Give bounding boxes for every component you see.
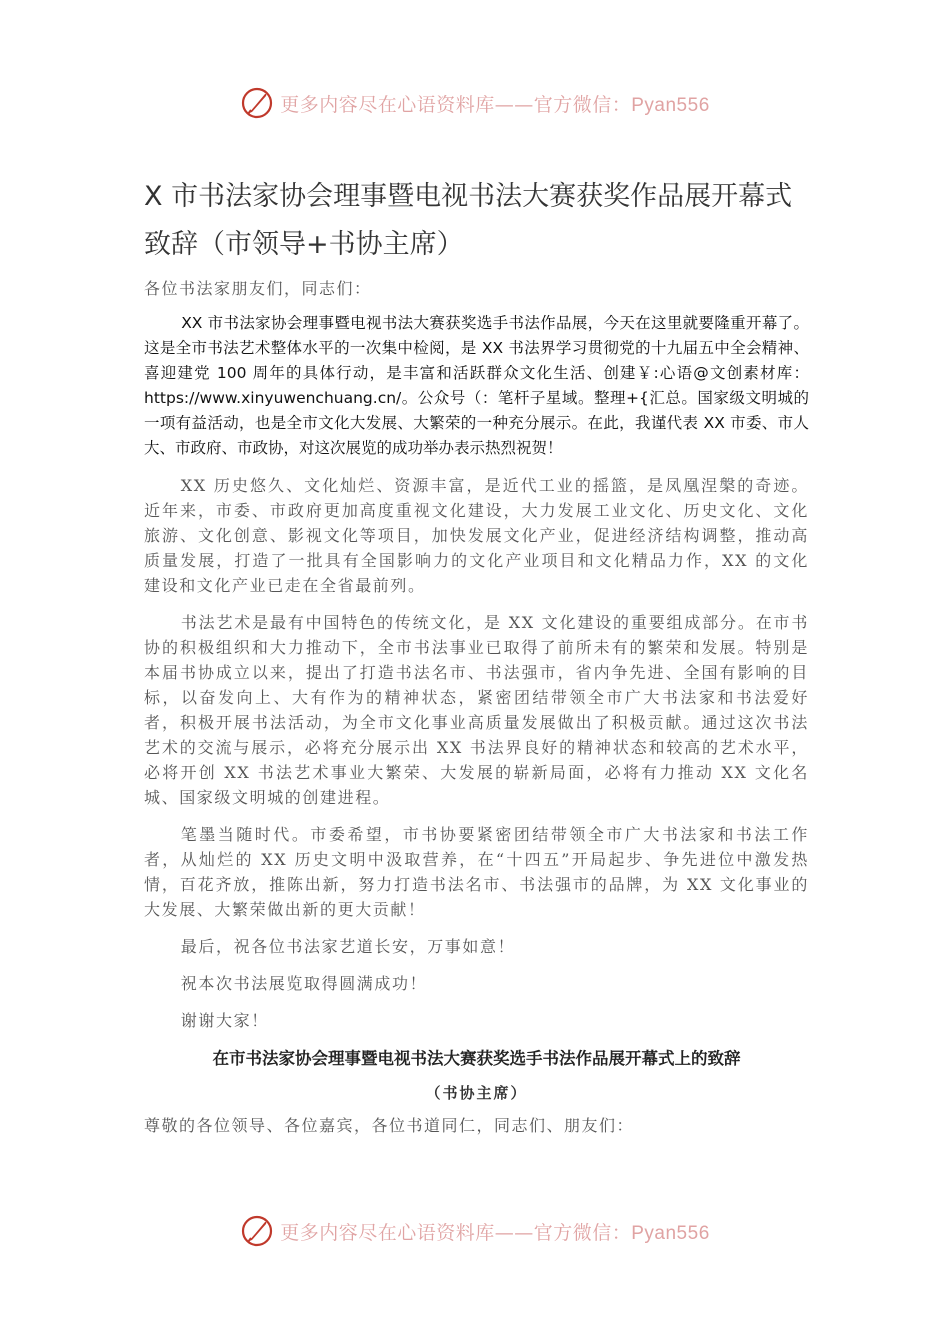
section-title: 在市书法家协会理事暨电视书法大赛获奖选手书法作品展开幕式上的致辞 <box>212 1049 741 1068</box>
banner-text: 更多内容尽在心语资料库——官方微信：Pyan556 <box>280 1221 710 1244</box>
salutation-second: 尊敬的各位领导、各位嘉宾，各位书道同仁，同志们、朋友们： <box>144 1116 635 1135</box>
paragraph-opening: XX 市书法家协会理事暨电视书法大赛获奖选手书法作品展，今天在这里就要隆重开幕了。这是全市书法艺术整体水平的一次集中检阅，是 XX 书法界学习贯彻党的十九届五中全会精神、喜迎建党 100 周年的具体行动，是丰富和活跃群众文化生活、创建￥:心语@文创素材库：https://www.xinyuwenchuang.cn/。公众号（：笔杆子星域。整理+{汇总。国家级文明城的一项有益活动，也是全市文化大发展、大繁荣的一种充分展示。在此，我谨代表 XX 市委、市人大、市政府、市政协，对这次展览的成功举办表示热烈祝贺！ <box>144 314 809 457</box>
wechat-id: Pyan556 <box>631 94 710 116</box>
paragraph-wishes: 最后，祝各位书法家艺道长安，万事如意！ <box>180 937 516 956</box>
paragraph-success: 祝本次书法展览取得圆满成功！ <box>180 974 428 993</box>
paragraph-expectation: 笔墨当随时代。市委希望，市书协要紧密团结带领全市广大书法家和书法工作者，从灿烂的 XX 历史文明中汲取营养，在“十四五”开局起步、争先进位中激发热情，百花齐放，推陈出新，努力打造书法名市、书法强市的品牌，为 XX 文化事业的大发展、大繁荣做出新的更大贡献！ <box>144 825 809 919</box>
quill-pen-logo-icon <box>240 1214 274 1248</box>
banner-text: 更多内容尽在心语资料库——官方微信：Pyan556 <box>280 93 710 116</box>
document-title: X 市书法家协会理事暨电视书法大赛获奖作品展开幕式致辞（市领导+书协主席） <box>144 181 793 260</box>
document-body <box>144 173 809 1139</box>
paragraph-thanks: 谢谢大家！ <box>180 1011 269 1030</box>
salutation: 各位书法家朋友们，同志们： <box>144 279 372 298</box>
quill-pen-logo-icon <box>240 86 274 120</box>
section-speaker: （书协主席） <box>425 1084 528 1102</box>
header-banner <box>0 83 950 123</box>
paragraph-calligraphy: 书法艺术是最有中国特色的传统文化，是 XX 文化建设的重要组成部分。在市书协的积极组织和大力推动下，全市书法事业已取得了前所未有的繁荣和发展。特别是本届书协成立以来，提出了打造书法名市、书法强市，省内争先进、全国有影响的目标，以奋发向上、大有作为的精神状态，紧密团结带领全市广大书法家和书法爱好者，积极开展书法活动，为全市文化事业高质量发展做出了积极贡献。通过这次书法艺术的交流与展示，必将充分展示出 XX 书法界良好的精神状态和较高的艺术水平，必将开创 XX 书法艺术事业大繁荣、大发展的崭新局面，必将有力推动 XX 文化名城、国家级文明城的创建进程。 <box>144 613 809 807</box>
wechat-id: Pyan556 <box>631 1222 710 1244</box>
paragraph-history: XX 历史悠久、文化灿烂、资源丰富，是近代工业的摇篮，是凤凰涅槃的奇迹。近年来，市委、市政府更加高度重视文化建设，大力发展工业文化、历史文化、文化旅游、文化创意、影视文化等项目，加快发展文化产业，促进经济结构调整，推动高质量发展，打造了一批具有全国影响力的文化产业项目和文化精品力作，XX 的文化建设和文化产业已走在全省最前列。 <box>144 476 809 595</box>
footer-banner <box>0 1211 950 1251</box>
